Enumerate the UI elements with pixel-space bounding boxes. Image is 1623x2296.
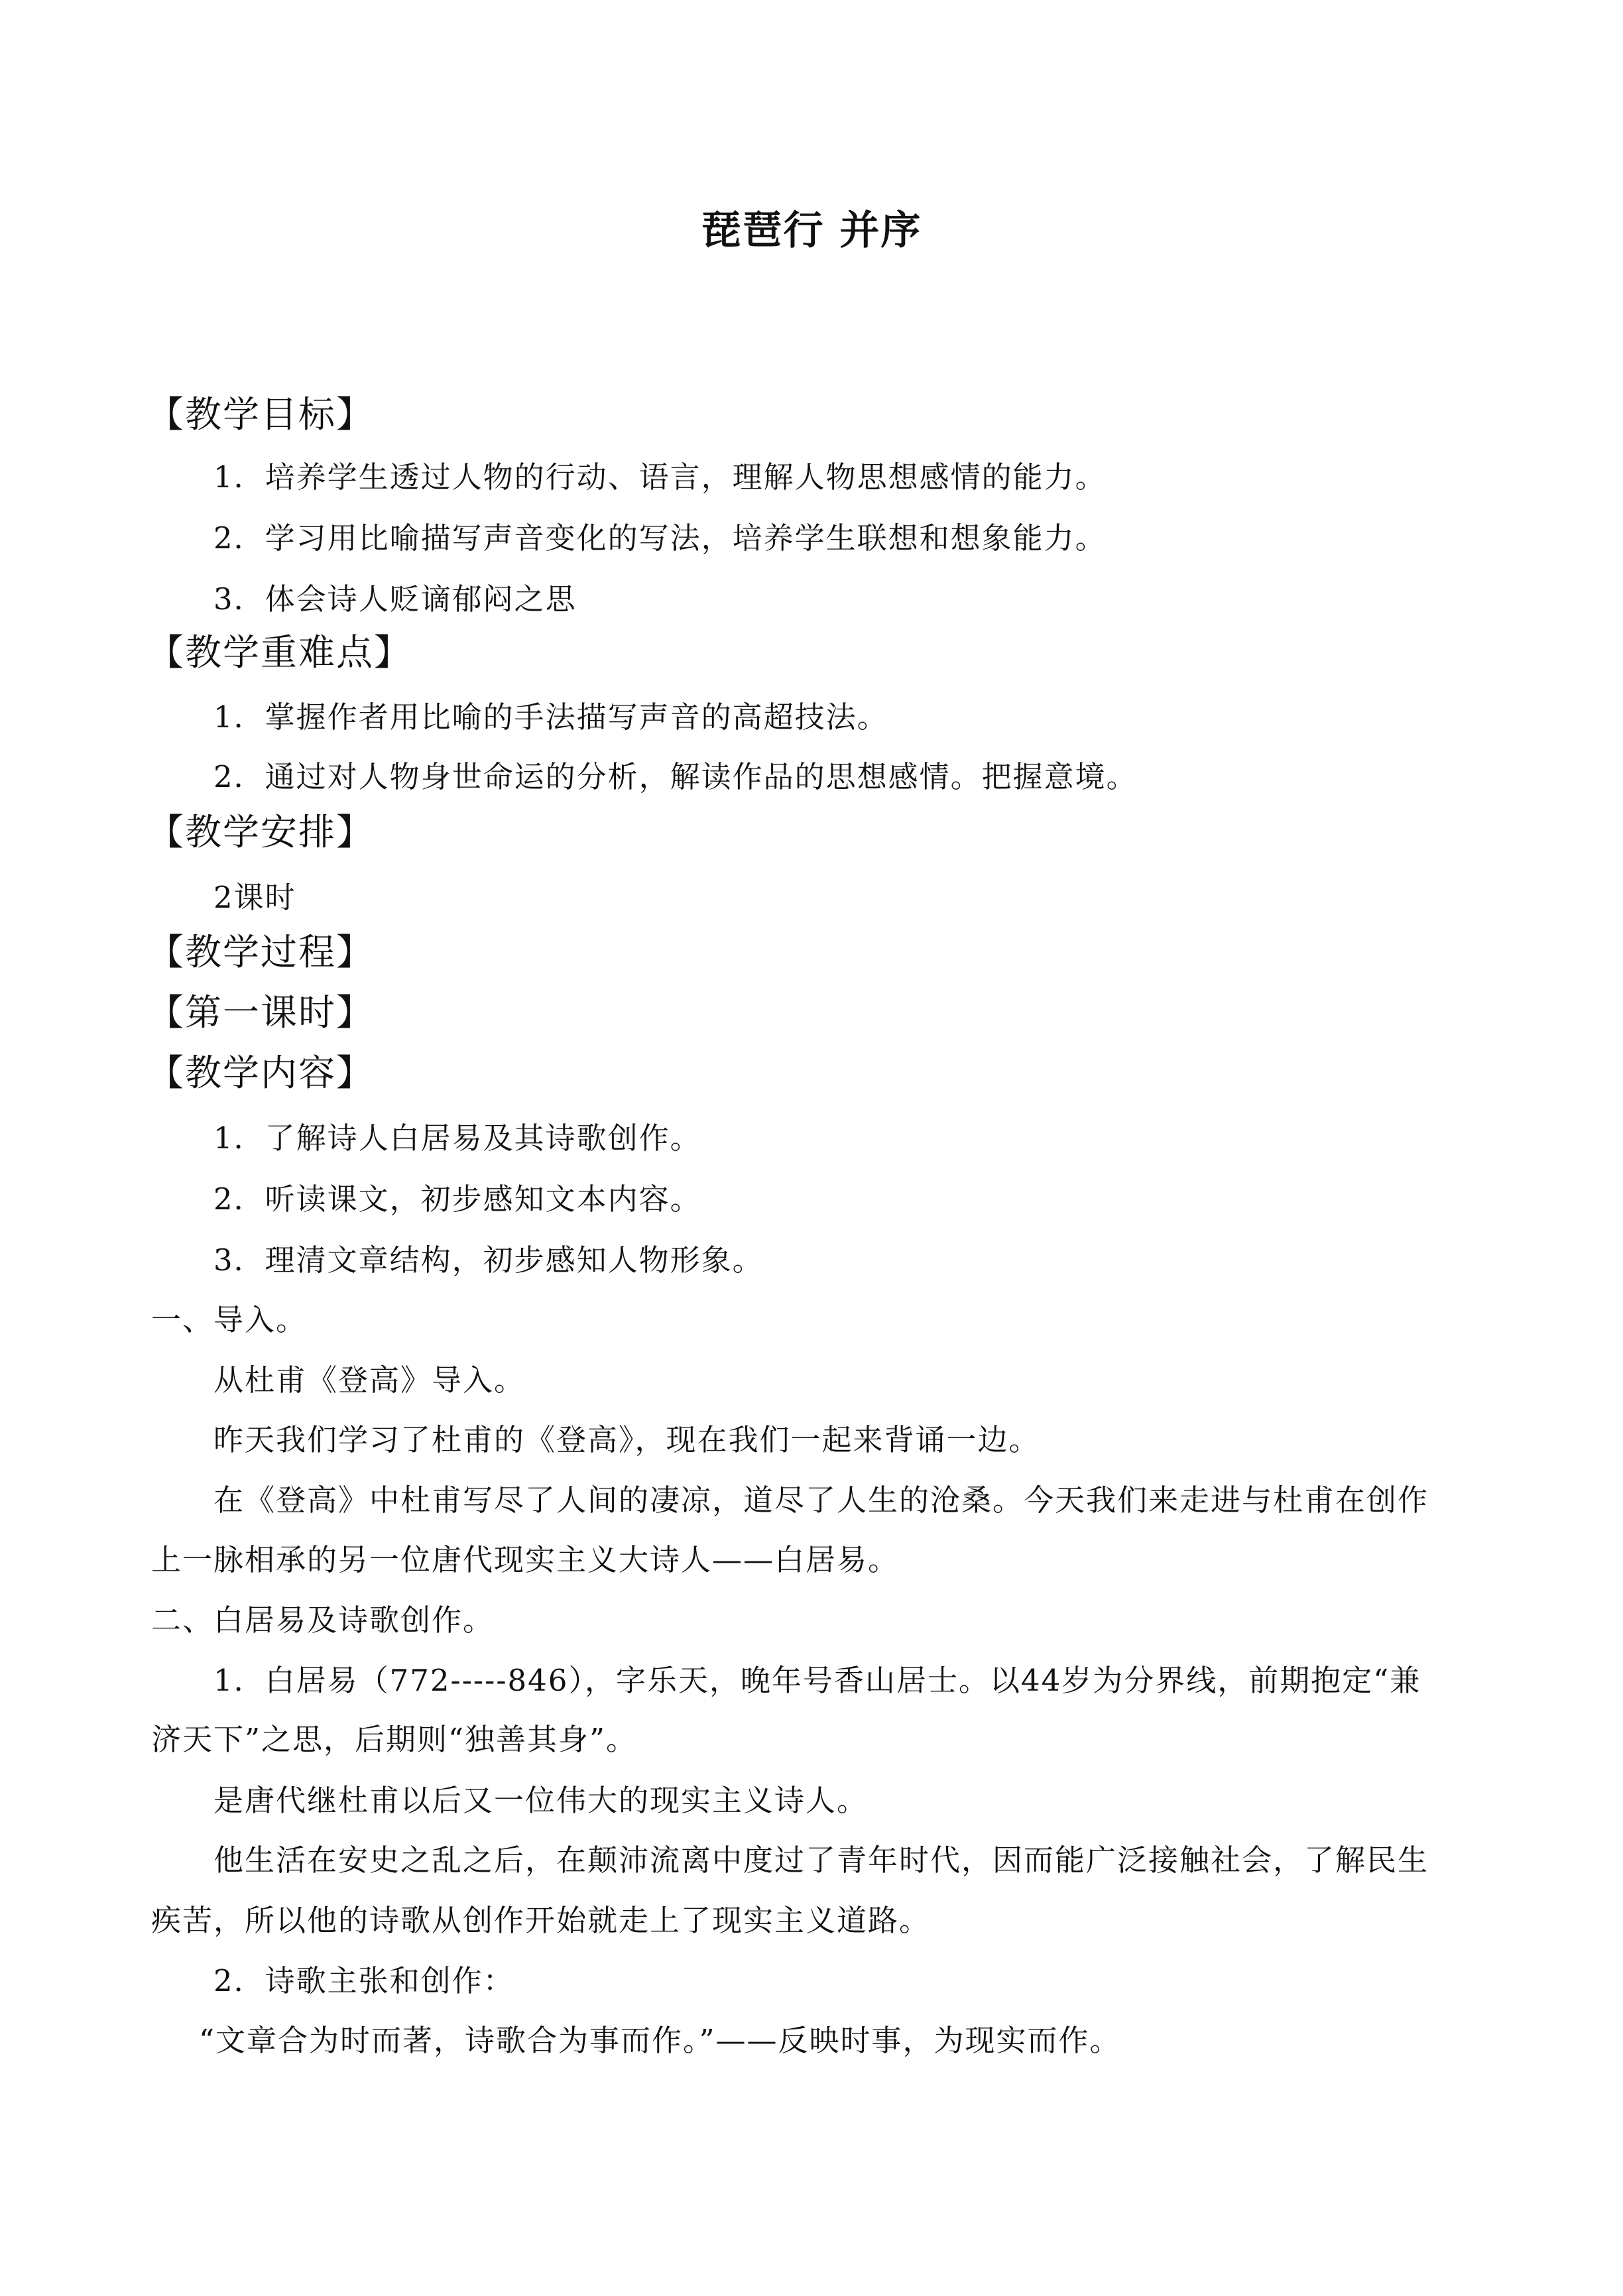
section-heading-process: 【教学过程】 — [147, 931, 375, 973]
section-heading-teaching-objectives: 【教学目标】 — [147, 393, 375, 436]
paragraph-line: 疾苦，所以他的诗歌从创作开始就走上了现实主义道路。 — [151, 1903, 931, 1938]
objective-item-3: 3．体会诗人贬谪郁闷之思 — [213, 581, 577, 617]
paragraph-line: 上一脉相承的另一位唐代现实主义大诗人——白居易。 — [151, 1542, 900, 1577]
paragraph-line: 2．诗歌主张和创作： — [213, 1963, 514, 1998]
paragraph-line: 1．白居易（772-----846），字乐天，晚年号香山居士。以44岁为分界线，前期抱定“兼 — [213, 1663, 1421, 1698]
content-item-1: 1．了解诗人白居易及其诗歌创作。 — [213, 1120, 701, 1156]
paragraph-line: 在《登高》中杜甫写尽了人间的凄凉，道尽了人生的沧桑。今天我们来走进与杜甫在创作 — [213, 1482, 1429, 1518]
paragraph-line: 济天下”之思，后期则“独善其身”。 — [151, 1722, 638, 1757]
paragraph-line: 从杜甫《登高》导入。 — [213, 1362, 526, 1398]
part-heading-bai-juyi: 二、白居易及诗歌创作。 — [151, 1602, 495, 1638]
content-item-2: 2．听读课文，初步感知文本内容。 — [213, 1181, 701, 1217]
section-heading-arrangement: 【教学安排】 — [147, 811, 375, 853]
arrangement-text: 2课时 — [213, 880, 296, 915]
paragraph-line: 昨天我们学习了杜甫的《登高》，现在我们一起来背诵一边。 — [213, 1422, 1040, 1457]
key-point-item-2: 2．通过对人物身世命运的分析，解读作品的思想感情。把握意境。 — [213, 759, 1138, 794]
paragraph-line: “文章合为时而著，诗歌合为事而作。”——反映时事，为现实而作。 — [199, 2023, 1121, 2058]
section-heading-key-points: 【教学重难点】 — [147, 631, 412, 674]
section-heading-content: 【教学内容】 — [147, 1052, 375, 1094]
part-heading-introduction: 一、导入。 — [151, 1302, 308, 1337]
content-item-3: 3．理清文章结构，初步感知人物形象。 — [213, 1242, 764, 1278]
section-heading-first-lesson: 【第一课时】 — [147, 991, 375, 1034]
key-point-item-1: 1．掌握作者用比喻的手法描写声音的高超技法。 — [213, 699, 888, 735]
objective-item-2: 2．学习用比喻描写声音变化的写法，培养学生联想和想象能力。 — [213, 520, 1107, 556]
document-title: 琵琶行 并序 — [701, 208, 922, 254]
objective-item-1: 1．培养学生透过人物的行动、语言，理解人物思想感情的能力。 — [213, 459, 1107, 495]
paragraph-line: 他生活在安史之乱之后，在颠沛流离中度过了青年时代，因而能广泛接触社会，了解民生 — [213, 1843, 1429, 1878]
paragraph-line: 是唐代继杜甫以后又一位伟大的现实主义诗人。 — [213, 1783, 869, 1818]
